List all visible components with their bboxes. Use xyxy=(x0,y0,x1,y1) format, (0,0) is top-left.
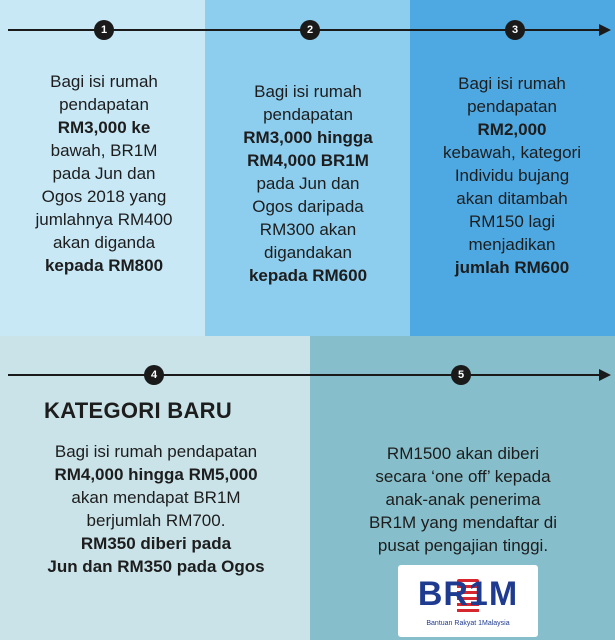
step-1-line: RM3,000 ke xyxy=(57,118,151,137)
step-3-line: akan ditambah xyxy=(456,189,568,208)
step-5-line: secara ‘one off’ kepada xyxy=(375,467,551,486)
step-2-line: Ogos daripada xyxy=(252,197,364,216)
step-2-number: 2 xyxy=(300,20,320,40)
timeline-top-arrow-icon xyxy=(599,24,611,36)
step-3-line: kebawah, kategori xyxy=(443,143,581,162)
step-2-line: RM300 akan xyxy=(259,220,357,239)
step-1-line: Bagi isi rumah xyxy=(50,72,158,91)
step-4-text xyxy=(6,440,306,578)
step-1-line: pada Jun dan xyxy=(52,164,156,183)
step-4-line: Jun dan RM350 pada Ogos xyxy=(47,557,265,576)
step-4-line: berjumlah RM700. xyxy=(86,511,226,530)
step-2-line: kepada RM600 xyxy=(248,266,368,285)
step-1-line: pendapatan xyxy=(59,95,149,114)
new-category-heading: KATEGORI BARU xyxy=(44,398,233,423)
step-4-line: RM350 diberi pada xyxy=(80,534,232,553)
br1m-logo xyxy=(398,565,538,637)
step-2-line: pada Jun dan xyxy=(256,174,360,193)
timeline-bottom-arrow-icon xyxy=(599,369,611,381)
step-5-number: 5 xyxy=(451,365,471,385)
step-4-line: akan mendapat BR1M xyxy=(71,488,241,507)
step-3-line: jumlah RM600 xyxy=(454,258,570,277)
step-1-line: akan diganda xyxy=(52,233,156,252)
step-5-text xyxy=(314,442,612,557)
step-2-line: digandakan xyxy=(264,243,352,262)
step-1-line: jumlahnya RM400 xyxy=(35,210,173,229)
step-3-line: pendapatan xyxy=(467,97,557,116)
step-2-line: RM4,000 BR1M xyxy=(247,151,369,170)
step-3-line: Individu bujang xyxy=(454,166,570,185)
step-5-line: RM1500 akan diberi xyxy=(386,444,540,463)
step-1-line: kepada RM800 xyxy=(44,256,164,275)
step-4-line: RM4,000 hingga RM5,000 xyxy=(54,465,258,484)
step-1-number: 1 xyxy=(94,20,114,40)
step-4-line: Bagi isi rumah pendapatan xyxy=(54,442,258,461)
step-3-number: 3 xyxy=(505,20,525,40)
step-2-line: RM3,000 hingga xyxy=(243,128,373,147)
step-5-line: anak-anak penerima xyxy=(385,490,541,509)
step-3-line: Bagi isi rumah xyxy=(458,74,566,93)
timeline-bottom xyxy=(8,374,602,376)
step-3-text xyxy=(412,72,612,279)
step-5-line: BR1M yang mendaftar di xyxy=(368,513,558,532)
step-2-line: Bagi isi rumah xyxy=(254,82,362,101)
step-1-line: bawah, BR1M xyxy=(50,141,158,160)
step-3-line: RM150 lagi xyxy=(469,212,555,231)
step-2-text xyxy=(208,80,408,287)
step-2-line: pendapatan xyxy=(263,105,353,124)
logo-text: BR1M xyxy=(417,575,519,613)
step-1-line: Ogos 2018 yang xyxy=(41,187,167,206)
step-1-text xyxy=(4,70,204,277)
logo-subtitle: Bantuan Rakyat 1Malaysia xyxy=(426,620,510,627)
step-4-number: 4 xyxy=(144,365,164,385)
step-3-line: RM2,000 xyxy=(477,120,547,139)
step-3-line: menjadikan xyxy=(468,235,556,254)
step-5-line: pusat pengajian tinggi. xyxy=(377,536,549,555)
